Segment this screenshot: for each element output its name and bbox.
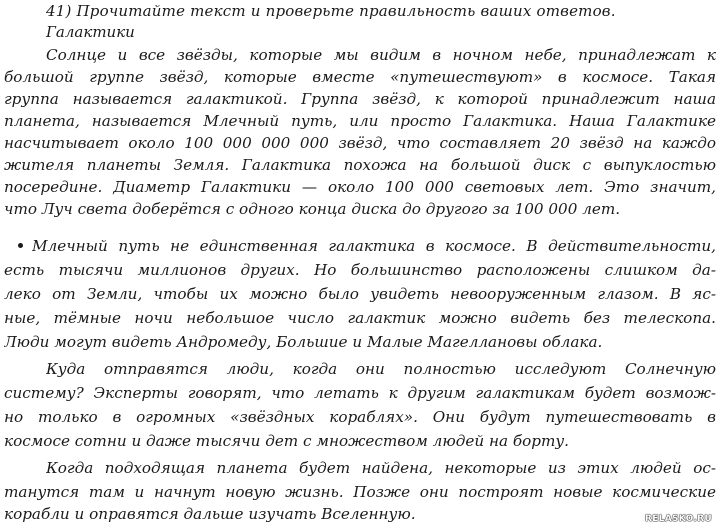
text-line: есть тысячи миллионов других. Но большинство расположены слишком да- <box>4 261 716 279</box>
text-title: Галактики <box>46 23 135 41</box>
text-line: Когда подходящая планета будет найдена, некоторые из этих людей ос- <box>46 459 716 477</box>
text-line: насчитывает около 100 000 000 000 звёзд, что составляет 20 звёзд на каждо <box>4 134 716 152</box>
text-line: ные, тёмные ночи небольшое число галактик можно видеть без телескопа. <box>4 309 716 327</box>
text-line: Млечный путь не единственная галактика в космосе. В действительности, <box>32 237 716 255</box>
site-watermark: RELASKO.RU <box>645 514 712 524</box>
text-line: жителя планеты Земля. Галактика похожа на большой диск с выпуклостью <box>4 156 716 174</box>
text-line: Люди могут видеть Андромеду, Большие и Малые Магеллановы облака. <box>4 333 603 351</box>
text-line: планета, называется Млечный путь, или просто Галактика. Наша Галактике <box>4 112 716 130</box>
text-line: Куда отправятся люди, когда они полностью исследуют Солнечную <box>46 360 716 378</box>
text-line: Солнце и все звёзды, которые мы видим в ночном небе, принадлежат к <box>46 46 716 64</box>
task-heading: 41) Прочитайте текст и проверьте правильность ваших ответов. <box>46 2 616 20</box>
text-line: большой группе звёзд, которые вместе «путешествуют» в космосе. Такая <box>4 68 716 86</box>
text-line: но только в огромных «звёздных кораблях». Они будут путешествовать в <box>4 408 716 426</box>
text-line: посередине. Диаметр Галактики — около 100 000 световых лет. Это значит, <box>4 178 716 196</box>
text-line: космосе сотни и даже тысячи дет с множеством людей на борту. <box>4 432 570 450</box>
text-line: корабли и оправятся дальше изучать Вселенную. <box>4 505 416 523</box>
text-line: что Луч света доберётся с одного конца диска до другого за 100 000 лет. <box>4 200 621 218</box>
text-line: группа называется галактикой. Группа звёзд, к которой принадлежит наша <box>4 90 716 108</box>
text-line: танутся там и начнут новую жизнь. Позже они построят новые космические <box>4 483 716 501</box>
bullet-marker <box>18 243 23 248</box>
text-line: леко от Земли, чтобы их можно было увидеть невооруженным глазом. В яс- <box>4 285 716 303</box>
text-line: систему? Эксперты говорят, что летать к другим галактикам будет возмож- <box>4 384 716 402</box>
